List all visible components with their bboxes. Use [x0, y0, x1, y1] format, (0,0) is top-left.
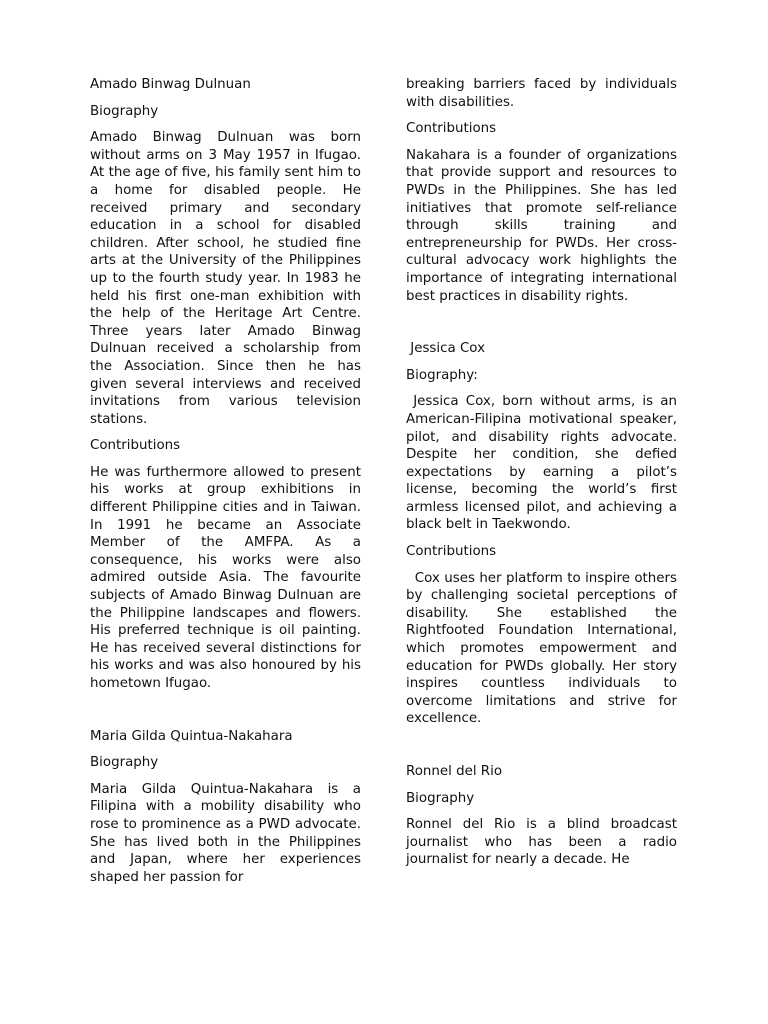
left-column [90, 76, 361, 886]
biography-text: Jessica Cox, born without arms, is an American-Filipina motivational speaker, pilot, and disability rights advocate. Despite her condition, she defied expectations by earning a pilot’s license, becoming the world’s first armless licensed pilot, and achieving a black belt in Taekwondo. [406, 394, 682, 533]
biography-heading: Biography: [406, 367, 478, 383]
person-name-ronnel: Ronnel del Rio [406, 764, 503, 779]
biography-text-continued: breaking barriers faced by individuals with disabilities. [406, 77, 677, 110]
person-name-amado: Amado Binwag Dulnuan [90, 77, 251, 92]
contributions-text: Cox uses her platform to inspire others by challenging societal perceptions of disability. She established the Rightfooted Foundation International, which promotes empowerment and education for PWDs globally. Her story inspires countless individuals to overcome limitations and strive for excellence. [406, 570, 682, 727]
person-name-maria: Maria Gilda Quintua-Nakahara [90, 728, 293, 744]
contributions-text: He was furthermore allowed to present his works at group exhibitions in different Philippine cities and in Taiwan. In 1991 he became an Associate Member of the AMFPA. As a consequence, his works were also admired outside Asia. The favourite subjects of Amado Binwag Dulnuan are the Philippine landscapes and flowers. His preferred technique is oil painting. He has received several distinctions for his works and was also honoured by his hometown Ifugao. [90, 464, 361, 691]
biography-text: Amado Binwag Dulnuan was born without arms on 3 May 1957 in Ifugao. At the age of five, his family sent him to a home for disabled people. He received primary and secondary education in a school for disabled children. After school, he studied fine arts at the University of the Philippines up to the fourth study year. In 1983 he held his first one-man exhibition with the help of the Heritage Art Centre. Three years later Amado Binwag Dulnuan received a scholarship from the Association. Since then he has given several interviews and received invitations from various television stations. [90, 130, 361, 427]
contributions-heading: Contributions [90, 438, 181, 454]
contributions-heading: Contributions [406, 121, 497, 137]
biography-heading: Biography [90, 755, 159, 771]
contributions-heading: Contributions [406, 544, 497, 560]
biography-heading: Biography [406, 790, 475, 806]
person-name-jessica: Jessica Cox [406, 341, 485, 357]
right-column [406, 76, 682, 869]
contributions-text: Nakahara is a founder of organizations that provide support and resources to PWDs in the Philippines. She has led initiatives that promote self-reliance through skills training and entrepreneurship for PWDs. Her cross-cultural advocacy work highlights the importance of integrating international best practices in disability rights. [406, 147, 677, 304]
biography-heading: Biography [90, 103, 159, 119]
biography-text: Maria Gilda Quintua-Nakahara is a Filipina with a mobility disability who rose to prominence as a PWD advocate. She has lived both in the Philippines and Japan, where her experiences shaped her passion for [90, 781, 361, 885]
biography-text: Ronnel del Rio is a blind broadcast journalist who has been a radio journalist for nearly a decade. He [406, 817, 677, 868]
